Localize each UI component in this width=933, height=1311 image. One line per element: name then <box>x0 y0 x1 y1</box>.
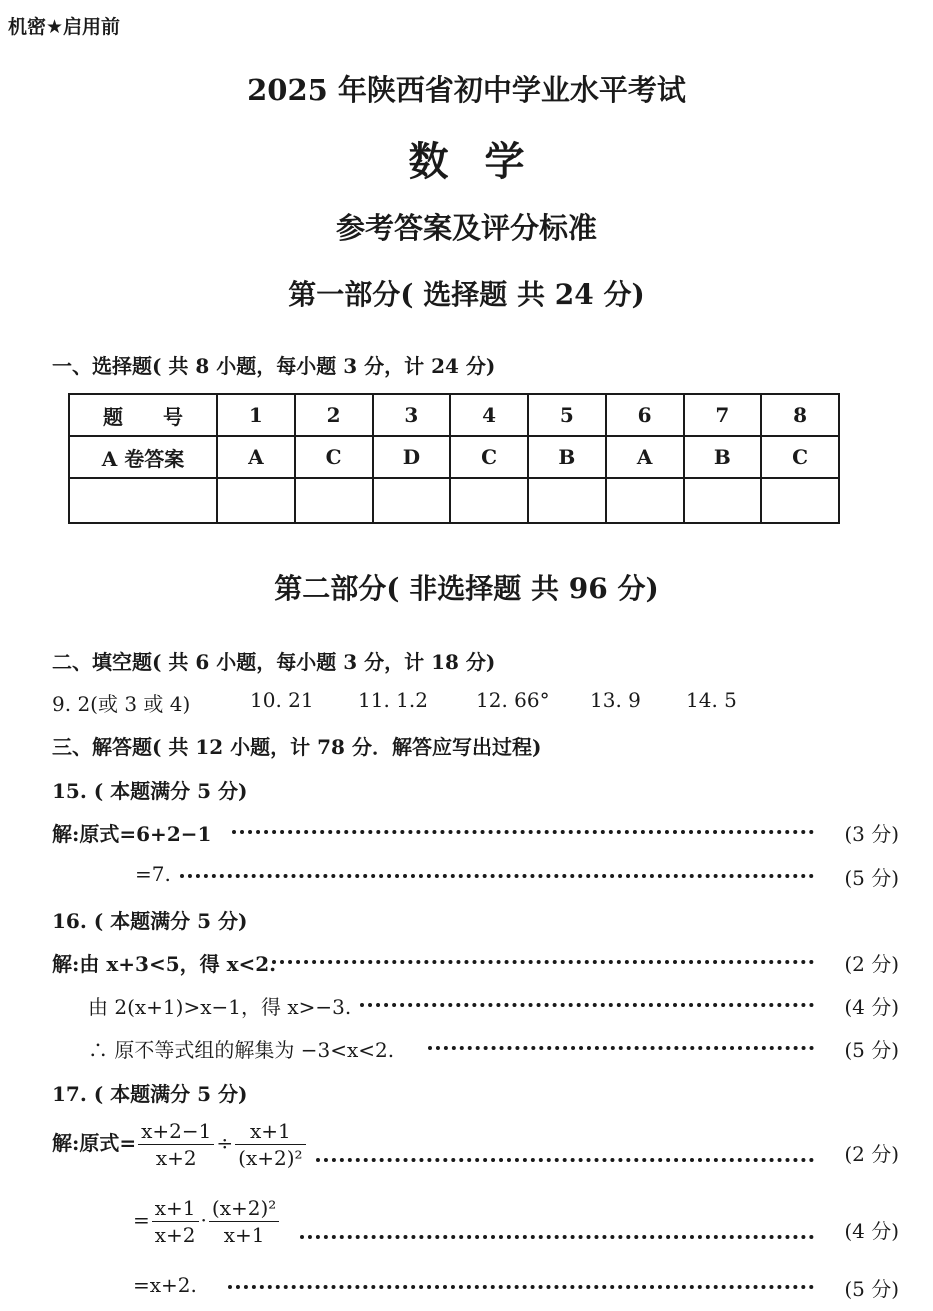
dot-leader <box>180 874 814 878</box>
dot-leader <box>272 960 814 964</box>
table-cell: 1 <box>217 394 295 436</box>
q17-line1-prefix: 解:原式= <box>52 1131 137 1155</box>
table-cell-empty <box>684 478 762 523</box>
table-cell: 4 <box>450 394 528 436</box>
table-cell: 3 <box>373 394 451 436</box>
fraction-numerator: x+1 <box>235 1120 305 1145</box>
part2-heading: 第二部分( 非选择题 共 96 分) <box>274 572 659 605</box>
q17-score3: (5 分) <box>844 1277 899 1301</box>
multiply-operator: · <box>200 1208 207 1232</box>
table-cell: 5 <box>528 394 606 436</box>
fraction <box>138 1120 214 1169</box>
divide-operator: ÷ <box>216 1131 234 1155</box>
table-cell: 8 <box>761 394 839 436</box>
fraction-denominator: (x+2)² <box>238 1146 303 1170</box>
table-row-numbers <box>69 394 839 436</box>
fill-answer: 12. 66° <box>476 688 550 712</box>
table-cell: B <box>684 436 762 478</box>
table-cell-empty <box>295 478 373 523</box>
table-cell: C <box>450 436 528 478</box>
table-cell: A <box>606 436 684 478</box>
q17-label: 17. ( 本题满分 5 分) <box>52 1082 248 1106</box>
answer-table <box>68 393 840 524</box>
fraction-numerator: x+1 <box>152 1197 199 1222</box>
fraction-denominator: x+1 <box>223 1223 265 1247</box>
q17-line3: =x+2. <box>133 1273 197 1297</box>
fill-answer: 14. 5 <box>686 688 737 712</box>
q15-score2: (5 分) <box>844 866 899 890</box>
section2-title: 二、填空题( 共 6 小题，每小题 3 分，计 18 分) <box>52 650 496 674</box>
exam-title: 2025 年陕西省初中学业水平考试 <box>247 73 686 107</box>
q17-line2-prefix: = <box>133 1208 150 1232</box>
q16-line1: 解:由 x+3<5，得 x<2. <box>52 952 277 976</box>
dot-leader <box>300 1235 814 1239</box>
table-cell: B <box>528 436 606 478</box>
confidential-label: 机密★启用前 <box>8 16 121 38</box>
fraction-denominator: x+2 <box>154 1223 196 1247</box>
table-header-cell: 题 号 <box>69 394 217 436</box>
q16-line2: 由 2(x+1)>x−1，得 x>−3. <box>88 995 352 1019</box>
fill-answer: 10. 21 <box>250 688 314 712</box>
table-cell: 7 <box>684 394 762 436</box>
table-cell: A <box>217 436 295 478</box>
table-cell: 6 <box>606 394 684 436</box>
part1-heading: 第一部分( 选择题 共 24 分) <box>288 278 645 311</box>
table-cell-empty <box>606 478 684 523</box>
dot-leader <box>228 1285 814 1289</box>
q16-score1: (2 分) <box>844 952 899 976</box>
fraction-denominator: x+2 <box>155 1146 197 1170</box>
fraction-numerator: x+2−1 <box>138 1120 214 1145</box>
q16-line3: ∴ 原不等式组的解集为 −3<x<2. <box>88 1038 395 1062</box>
fraction <box>152 1197 199 1246</box>
dot-leader <box>316 1158 814 1162</box>
q15-line1: 解:原式=6+2−1 <box>52 822 212 846</box>
q17-line2 <box>133 1197 281 1246</box>
section1-title: 一、选择题( 共 8 小题，每小题 3 分，计 24 分) <box>52 354 496 378</box>
q17-line1 <box>52 1120 308 1169</box>
fraction-numerator: (x+2)² <box>209 1197 279 1222</box>
q17-score2: (4 分) <box>844 1219 899 1243</box>
q16-score2: (4 分) <box>844 995 899 1019</box>
table-cell-empty <box>373 478 451 523</box>
fill-answer: 9. 2(或 3 或 4) <box>52 692 191 716</box>
dot-leader <box>232 830 814 834</box>
dot-leader <box>428 1046 814 1050</box>
table-cell: C <box>761 436 839 478</box>
section3-title: 三、解答题( 共 12 小题，计 78 分．解答应写出过程) <box>52 735 542 759</box>
fraction <box>235 1120 305 1169</box>
table-cell: 2 <box>295 394 373 436</box>
table-cell-empty <box>528 478 606 523</box>
q16-score3: (5 分) <box>844 1038 899 1062</box>
fill-answer: 13. 9 <box>590 688 641 712</box>
q15-score1: (3 分) <box>844 822 899 846</box>
table-row-blank <box>69 478 839 523</box>
table-cell: C <box>295 436 373 478</box>
table-cell: D <box>373 436 451 478</box>
fraction <box>209 1197 279 1246</box>
dot-leader <box>360 1003 814 1007</box>
fill-answer: 11. 1.2 <box>358 688 428 712</box>
document-title: 参考答案及评分标准 <box>335 211 597 245</box>
table-header-cell: A 卷答案 <box>69 436 217 478</box>
q16-label: 16. ( 本题满分 5 分) <box>52 909 248 933</box>
q15-line2: =7. <box>135 862 171 886</box>
q15-label: 15. ( 本题满分 5 分) <box>52 779 248 803</box>
table-cell-empty <box>69 478 217 523</box>
table-cell-empty <box>217 478 295 523</box>
q17-score1: (2 分) <box>844 1142 899 1166</box>
table-cell-empty <box>450 478 528 523</box>
table-cell-empty <box>761 478 839 523</box>
table-row-answers <box>69 436 839 478</box>
subject-title: 数学 <box>408 138 561 185</box>
